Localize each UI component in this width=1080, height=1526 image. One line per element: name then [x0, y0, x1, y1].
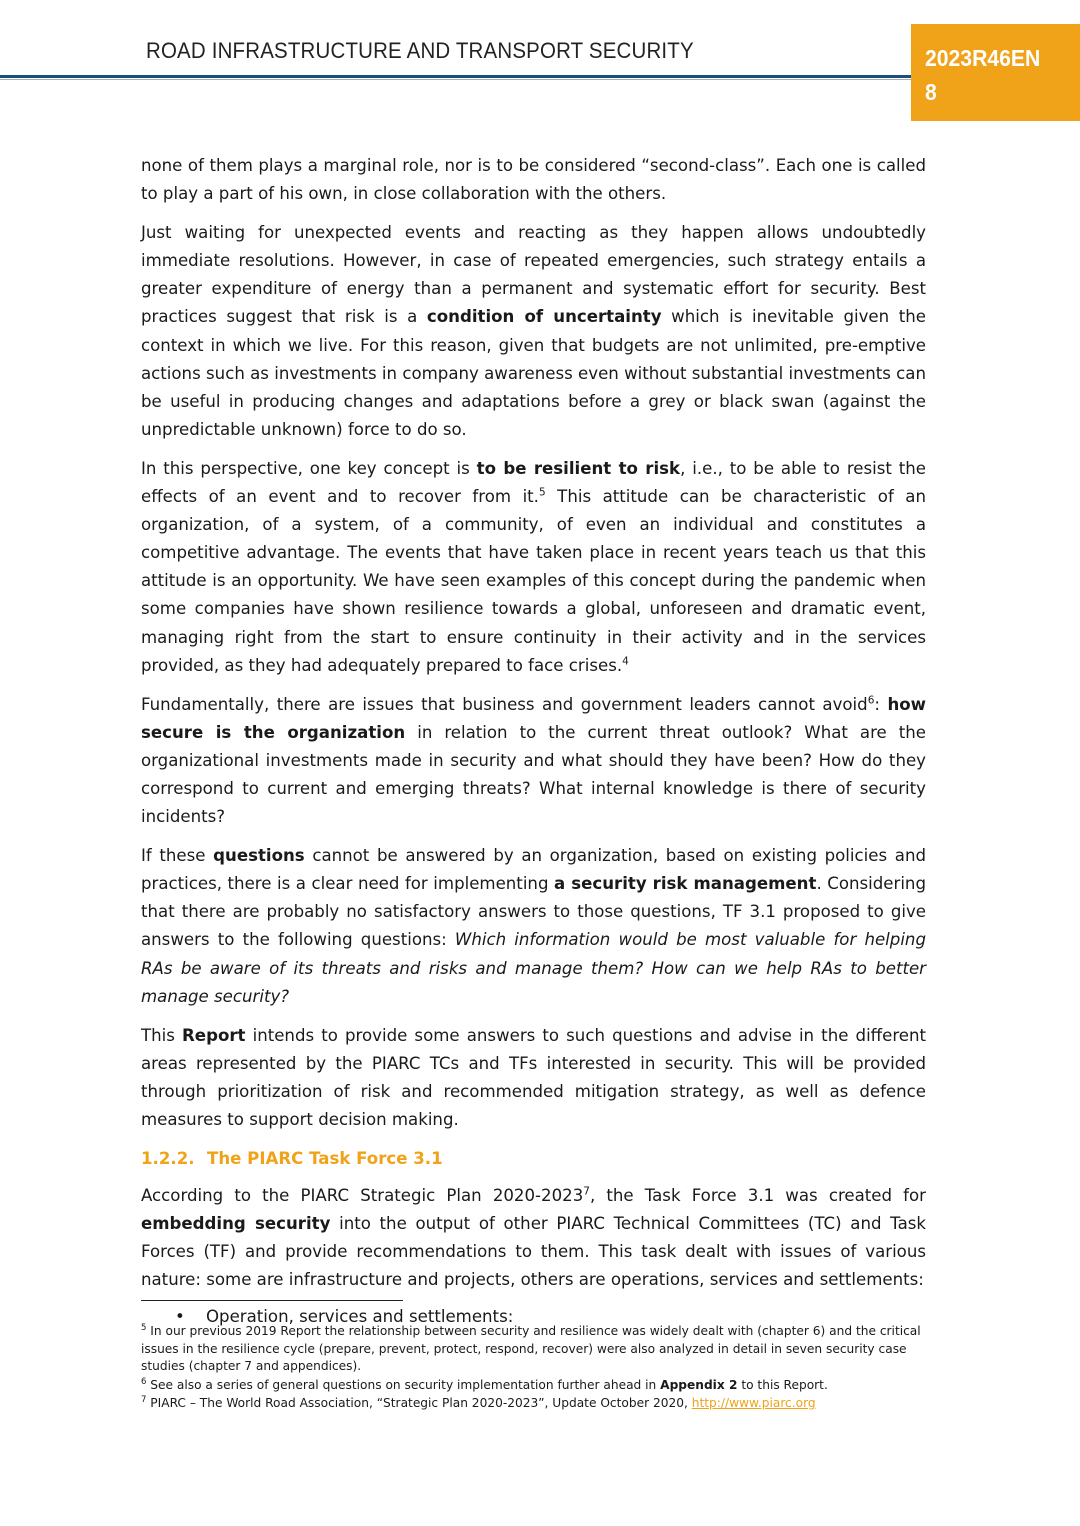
footnote-5: $^5$ In our previous 2019 Report the relationship between security and resilience was widely dealt with (chapter 6) and the critical issues in the resilience cycle (prepare, prevent, protect, respond, recover) were also analyzed in detail in seven security case studies (chapter 7 and appendices). [141, 1322, 921, 1373]
footnote-6: $^6$ See also a series of general questions on security implementation further ahead in Appendix 2 to this Report. [141, 1376, 828, 1392]
paragraph-6: This Report intends to provide some answers to such questions and advise in the different areas represented by the PIARC TCs and TFs interested in security. This will be provided through prioritization of risk and recommended mitigation strategy, as well as defence measures to support decision making. [141, 1025, 927, 1129]
paragraph-2: Just waiting for unexpected events and reacting as they happen allows undoubtedly immediate resolutions. However, in case of repeated emergencies, such strategy entails a greater expenditure of energy than a permanent and systematic effort for security. Best practices suggest that risk is a condition of uncertainty which is inevitable given the context in which we live. For this reason, given that budgets are not unlimited, pre-emptive actions such as investments in company awareness even without substantial investments can be useful in producing changes and adaptations before a grey or black swan (against the unpredictable unknown) force to do so. [141, 223, 927, 439]
footnote-7: $^7$ PIARC – The World Road Association, “Strategic Plan 2020-2023”, Update October 2020, http://www.piarc.org [141, 1394, 816, 1410]
header-rule [0, 75, 911, 78]
paragraph-1: none of them plays a marginal role, nor is to be considered “second-class”. Each one is called to play a part of his own, in close collaboration with the others. [141, 156, 926, 204]
paragraph-5: If these questions cannot be answered by an organization, based on existing policies and practices, there is a clear need for implementing a security risk management. Considering that there are probably no satisfactory answers to those questions, TF 3.1 proposed to give answers to the following questions: Which information would be most valuable for helping RAs be aware of its threats and risks and manage them? How can we help RAs to better manage security? [141, 846, 926, 1006]
header-rule-thin [0, 79, 911, 80]
footnote-ref-6[interactable]: 6 [867, 694, 875, 707]
emphasis-report: Report [182, 1025, 246, 1045]
section-title: The PIARC Task Force 3.1 [207, 1149, 443, 1169]
footnotes [141, 1323, 926, 1414]
footnote-ref-7[interactable]: 7 [583, 1185, 590, 1198]
section-number: 1.2.2. [141, 1149, 195, 1169]
document-code: 2023R46EN [925, 45, 1041, 71]
footnote-separator [141, 1300, 403, 1301]
bullet-icon: • [175, 1307, 185, 1327]
section-heading [141, 1145, 926, 1173]
emphasis-condition-of-uncertainty: condition of uncertainty [426, 307, 662, 327]
emphasis-embedding-security: embedding security [141, 1214, 331, 1234]
italic-questions: Which information would be most valuable for helping RAs be aware of its threats and risks and manage them? How can we help RAs to better manage security? [141, 930, 926, 1006]
emphasis-questions: questions [213, 846, 305, 866]
footnote-ref-5[interactable]: 5 [538, 486, 546, 499]
emphasis-resilient: to be resilient to risk [476, 458, 681, 478]
paragraph-4: Fundamentally, there are issues that business and government leaders cannot avoid$^6$: how secure is the organization in relation to the current threat outlook? What are the organizational investments made in security and what should they have been? How do they correspond to current and emerging threats? What internal knowledge is there of security incidents? [141, 694, 926, 827]
piarc-link[interactable]: http://www.piarc.org [691, 1396, 816, 1410]
emphasis-security-risk-management: a security risk management [554, 874, 817, 894]
paragraph-7: According to the PIARC Strategic Plan 2020-2023$^7$, the Task Force 3.1 was created for embedding security into the output of other PIARC Technical Committees (TC) and Task Forces (TF) and provide recommendations to them. This task dealt with issues of various nature: some are infrastructure and projects, others are operations, services and settlements: [141, 1185, 926, 1290]
running-header-title: ROAD INFRASTRUCTURE AND TRANSPORT SECURITY [146, 38, 694, 63]
paragraph-3: In this perspective, one key concept is to be resilient to risk, i.e., to be able to resist the effects of an event and to recover from it.$^5$ This attitude can be characteristic of an organization, of a system, of a community, of even an individual and constitutes a competitive advantage. The events that have taken place in recent years teach us that this attitude is an opportunity. We have seen examples of this concept during the pandemic when some companies have shown resilience towards a global, unforeseen and dramatic event, managing right from the start to ensure continuity in their activity and in the services provided, as they had adequately prepared to face crises.$^4$ [141, 458, 926, 675]
bullet-text: Operation, services and settlements: [206, 1307, 514, 1327]
footnote-ref-4[interactable]: 4 [622, 655, 629, 668]
document-code-badge [911, 24, 1080, 121]
emphasis-how-secure: how secure is the organization [141, 694, 926, 742]
page-body [141, 152, 926, 1331]
page-number: 8 [925, 79, 937, 105]
